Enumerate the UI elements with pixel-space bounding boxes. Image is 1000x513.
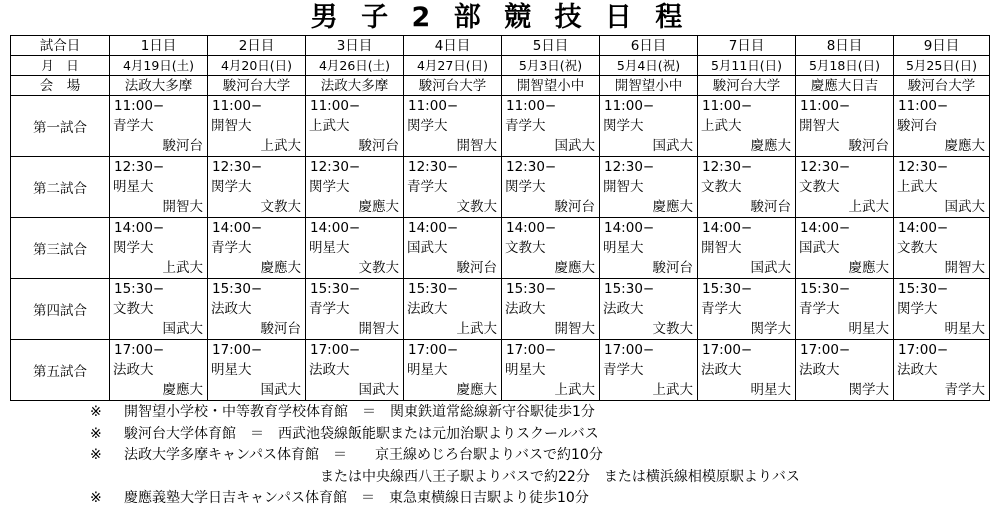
match-cell	[306, 279, 404, 340]
game-label: 第二試合	[11, 157, 110, 218]
game-label: 第三試合	[11, 218, 110, 279]
match-time: 17:00−	[800, 342, 851, 358]
team-away: 国武大	[554, 138, 595, 154]
match-cell	[306, 157, 404, 218]
match-time: 11:00−	[506, 98, 557, 114]
match-time: 14:00−	[604, 220, 655, 236]
note-text: または中央線西八王子駅よりバスで約22分 または横浜線相模原駅よりバス	[320, 468, 800, 485]
venue-cell: 駿河台大学	[208, 76, 306, 96]
match-time: 17:00−	[212, 342, 263, 358]
team-away: 開智大	[162, 199, 203, 215]
team-home: 関学大	[407, 118, 448, 134]
match-cell	[796, 218, 894, 279]
team-home: 法政大	[603, 301, 644, 317]
match-cell	[110, 157, 208, 218]
team-home: 上武大	[309, 118, 350, 134]
date-cell: 4月19日(土)	[110, 56, 208, 76]
round-cell: 4日目	[404, 36, 502, 56]
team-away: 開智大	[456, 138, 497, 154]
match-cell	[698, 218, 796, 279]
team-away: 国武大	[944, 199, 985, 215]
match-time: 14:00−	[898, 220, 949, 236]
note-mark: ※	[90, 490, 102, 506]
match-cell	[306, 96, 404, 157]
date-cell: 4月27日(日)	[404, 56, 502, 76]
match-cell	[894, 279, 990, 340]
venue-cell: 慶應大日吉	[796, 76, 894, 96]
match-cell	[208, 279, 306, 340]
note-line	[90, 445, 990, 467]
team-home: 青学大	[309, 301, 350, 317]
game-row	[11, 340, 990, 401]
team-home: 明星大	[407, 362, 448, 378]
match-time: 14:00−	[506, 220, 557, 236]
team-away: 開智大	[944, 260, 985, 276]
match-time: 11:00−	[898, 98, 949, 114]
date-row	[11, 56, 990, 76]
match-time: 11:00−	[212, 98, 263, 114]
match-time: 14:00−	[114, 220, 165, 236]
match-time: 11:00−	[310, 98, 361, 114]
match-time: 14:00−	[408, 220, 459, 236]
team-home: 駿河台	[897, 118, 938, 134]
match-time: 17:00−	[114, 342, 165, 358]
venue-cell: 開智望小中	[502, 76, 600, 96]
match-cell	[796, 96, 894, 157]
game-row	[11, 96, 990, 157]
match-cell	[600, 96, 698, 157]
match-cell	[894, 218, 990, 279]
team-home: 明星大	[113, 179, 154, 195]
team-home: 法政大	[113, 362, 154, 378]
match-time: 17:00−	[408, 342, 459, 358]
round-cell: 6日目	[600, 36, 698, 56]
team-home: 青学大	[407, 179, 448, 195]
match-cell	[208, 218, 306, 279]
page-title: 男 子 2 部 競 技 日 程	[310, 2, 690, 33]
match-time: 11:00−	[702, 98, 753, 114]
schedule-table	[10, 35, 990, 401]
round-cell: 8日目	[796, 36, 894, 56]
team-away: 駿河台	[162, 138, 203, 154]
venue-row	[11, 76, 990, 96]
team-away: 慶應大	[750, 138, 791, 154]
team-home: 国武大	[407, 240, 448, 256]
note-line	[90, 488, 990, 510]
note-text: 法政大学多摩キャンパス体育館 ＝ 京王線めじろ台駅よりバスで約10分	[124, 447, 603, 463]
venue-cell: 法政大多摩	[110, 76, 208, 96]
match-cell	[600, 279, 698, 340]
date-cell: 5月4日(祝)	[600, 56, 698, 76]
team-away: 国武大	[652, 138, 693, 154]
team-away: 明星大	[944, 321, 985, 337]
match-time: 17:00−	[604, 342, 655, 358]
team-away: 駿河台	[750, 199, 791, 215]
match-time: 15:30−	[702, 281, 753, 297]
match-cell	[110, 218, 208, 279]
team-away: 開智大	[358, 321, 399, 337]
team-away: 慶應大	[848, 260, 889, 276]
round-cell: 3日目	[306, 36, 404, 56]
match-cell	[404, 218, 502, 279]
team-home: 開智大	[701, 240, 742, 256]
match-time: 17:00−	[310, 342, 361, 358]
team-home: 法政大	[701, 362, 742, 378]
team-away: 上武大	[260, 138, 301, 154]
team-away: 国武大	[260, 382, 301, 398]
team-home: 法政大	[799, 362, 840, 378]
match-time: 11:00−	[408, 98, 459, 114]
team-home: 青学大	[799, 301, 840, 317]
match-time: 11:00−	[114, 98, 165, 114]
match-time: 12:30−	[506, 159, 557, 175]
team-home: 法政大	[211, 301, 252, 317]
team-away: 明星大	[848, 321, 889, 337]
match-time: 17:00−	[702, 342, 753, 358]
team-away: 慶應大	[652, 199, 693, 215]
team-home: 青学大	[211, 240, 252, 256]
round-cell: 5日目	[502, 36, 600, 56]
note-text: 開智望小学校・中等教育学校体育館 ＝ 関東鉄道常総線新守谷駅徒歩1分	[124, 404, 595, 420]
match-time: 12:30−	[114, 159, 165, 175]
match-time: 14:00−	[702, 220, 753, 236]
match-cell	[110, 279, 208, 340]
team-away: 上武大	[456, 321, 497, 337]
team-home: 関学大	[603, 118, 644, 134]
team-away: 駿河台	[260, 321, 301, 337]
team-away: 駿河台	[358, 138, 399, 154]
game-row	[11, 218, 990, 279]
team-home: 関学大	[211, 179, 252, 195]
team-away: 青学大	[944, 382, 985, 398]
match-time: 14:00−	[212, 220, 263, 236]
team-away: 上武大	[162, 260, 203, 276]
note-mark: ※	[90, 425, 102, 442]
match-cell	[600, 157, 698, 218]
team-away: 慶應大	[260, 260, 301, 276]
match-time: 15:30−	[800, 281, 851, 297]
round-cell: 1日目	[110, 36, 208, 56]
venue-cell: 法政大多摩	[306, 76, 404, 96]
team-away: 文教大	[260, 199, 301, 215]
match-cell	[208, 96, 306, 157]
team-home: 関学大	[113, 240, 154, 256]
venue-label: 会 場	[11, 76, 110, 96]
team-away: 文教大	[456, 199, 497, 215]
team-home: 文教大	[505, 240, 546, 256]
match-time: 12:30−	[212, 159, 263, 175]
match-cell	[698, 340, 796, 401]
team-home: 文教大	[113, 301, 154, 317]
match-time: 12:30−	[702, 159, 753, 175]
match-time: 15:30−	[310, 281, 361, 297]
team-away: 明星大	[750, 382, 791, 398]
match-cell	[796, 157, 894, 218]
match-cell	[894, 96, 990, 157]
match-cell	[698, 96, 796, 157]
team-away: 国武大	[162, 321, 203, 337]
note-mark: ※	[90, 447, 102, 463]
team-away: 慶應大	[944, 138, 985, 154]
team-away: 文教大	[652, 321, 693, 337]
match-time: 15:30−	[604, 281, 655, 297]
match-cell	[894, 157, 990, 218]
match-time: 14:00−	[310, 220, 361, 236]
game-row	[11, 279, 990, 340]
team-home: 開智大	[211, 118, 252, 134]
match-time: 17:00−	[898, 342, 949, 358]
match-time: 11:00−	[604, 98, 655, 114]
team-away: 上武大	[848, 199, 889, 215]
match-time: 17:00−	[506, 342, 557, 358]
match-cell	[110, 96, 208, 157]
date-cell: 5月11日(日)	[698, 56, 796, 76]
date-cell: 4月26日(土)	[306, 56, 404, 76]
team-away: 慶應大	[358, 199, 399, 215]
note-mark: ※	[90, 404, 102, 420]
team-home: 明星大	[603, 240, 644, 256]
team-away: 国武大	[358, 382, 399, 398]
team-home: 青学大	[603, 362, 644, 378]
match-time: 12:30−	[310, 159, 361, 175]
date-cell: 5月3日(祝)	[502, 56, 600, 76]
team-away: 上武大	[652, 382, 693, 398]
team-home: 関学大	[897, 301, 938, 317]
match-time: 12:30−	[604, 159, 655, 175]
team-home: 明星大	[309, 240, 350, 256]
note-line	[90, 424, 990, 446]
match-time: 15:30−	[898, 281, 949, 297]
match-cell	[502, 96, 600, 157]
team-home: 法政大	[407, 301, 448, 317]
round-label: 試合日	[11, 36, 110, 56]
note-text: 慶應義塾大学日吉キャンパス体育館 ＝ 東急東横線日吉駅より徒歩10分	[124, 490, 589, 506]
match-cell	[404, 279, 502, 340]
team-away: 慶應大	[456, 382, 497, 398]
match-cell	[600, 218, 698, 279]
match-time: 15:30−	[408, 281, 459, 297]
match-cell	[502, 218, 600, 279]
match-time: 12:30−	[408, 159, 459, 175]
team-away: 慶應大	[554, 260, 595, 276]
team-away: 関学大	[750, 321, 791, 337]
team-home: 青学大	[113, 118, 154, 134]
match-cell	[796, 340, 894, 401]
venue-cell: 駿河台大学	[404, 76, 502, 96]
match-cell	[502, 279, 600, 340]
team-home: 開智大	[799, 118, 840, 134]
game-row	[11, 157, 990, 218]
team-away: 駿河台	[652, 260, 693, 276]
game-label: 第四試合	[11, 279, 110, 340]
date-cell: 4月20日(日)	[208, 56, 306, 76]
team-home: 法政大	[309, 362, 350, 378]
date-cell: 5月18日(日)	[796, 56, 894, 76]
team-home: 開智大	[603, 179, 644, 195]
team-home: 明星大	[505, 362, 546, 378]
match-cell	[502, 157, 600, 218]
match-time: 14:00−	[800, 220, 851, 236]
venue-cell: 開智望小中	[600, 76, 698, 96]
team-away: 駿河台	[456, 260, 497, 276]
match-cell	[208, 157, 306, 218]
team-home: 法政大	[897, 362, 938, 378]
team-away: 慶應大	[162, 382, 203, 398]
game-label: 第一試合	[11, 96, 110, 157]
team-home: 文教大	[701, 179, 742, 195]
team-home: 青学大	[505, 118, 546, 134]
team-away: 文教大	[358, 260, 399, 276]
match-time: 15:30−	[212, 281, 263, 297]
team-away: 開智大	[554, 321, 595, 337]
date-label: 月 日	[11, 56, 110, 76]
match-cell	[502, 340, 600, 401]
match-cell	[306, 218, 404, 279]
date-cell: 5月25日(日)	[894, 56, 990, 76]
match-time: 11:00−	[800, 98, 851, 114]
match-cell	[698, 279, 796, 340]
match-cell	[796, 279, 894, 340]
team-home: 関学大	[505, 179, 546, 195]
team-home: 上武大	[701, 118, 742, 134]
game-label: 第五試合	[11, 340, 110, 401]
round-cell: 9日目	[894, 36, 990, 56]
venue-cell: 駿河台大学	[698, 76, 796, 96]
round-cell: 7日目	[698, 36, 796, 56]
team-away: 駿河台	[848, 138, 889, 154]
match-cell	[600, 340, 698, 401]
round-cell: 2日目	[208, 36, 306, 56]
match-time: 15:30−	[506, 281, 557, 297]
team-home: 青学大	[701, 301, 742, 317]
team-home: 文教大	[799, 179, 840, 195]
note-line	[90, 402, 990, 424]
team-home: 国武大	[799, 240, 840, 256]
team-home: 法政大	[505, 301, 546, 317]
team-home: 関学大	[309, 179, 350, 195]
note-line	[90, 467, 990, 489]
match-cell	[404, 96, 502, 157]
match-cell	[698, 157, 796, 218]
match-cell	[894, 340, 990, 401]
venue-cell: 駿河台大学	[894, 76, 990, 96]
team-away: 上武大	[554, 382, 595, 398]
round-row	[11, 36, 990, 56]
team-home: 上武大	[897, 179, 938, 195]
match-time: 12:30−	[898, 159, 949, 175]
match-time: 12:30−	[800, 159, 851, 175]
match-cell	[306, 340, 404, 401]
venue-notes	[90, 402, 990, 510]
match-cell	[404, 340, 502, 401]
team-away: 駿河台	[554, 199, 595, 215]
match-cell	[404, 157, 502, 218]
match-time: 15:30−	[114, 281, 165, 297]
team-home: 文教大	[897, 240, 938, 256]
team-away: 国武大	[750, 260, 791, 276]
match-cell	[208, 340, 306, 401]
team-away: 関学大	[848, 382, 889, 398]
match-cell	[110, 340, 208, 401]
note-text: 駿河台大学体育館 ＝ 西武池袋線飯能駅または元加治駅よりスクールバス	[124, 425, 599, 442]
team-home: 明星大	[211, 362, 252, 378]
